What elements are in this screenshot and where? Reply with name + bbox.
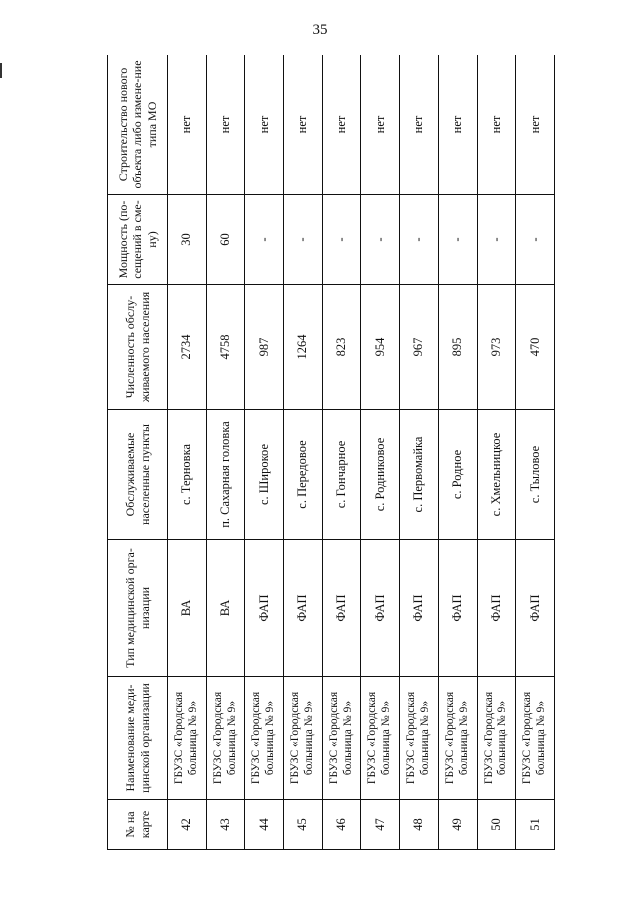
cell-capacity: - <box>322 195 361 285</box>
cell-organization-type: ФАП <box>516 540 555 677</box>
cell-construction: нет <box>516 55 555 195</box>
cell-served-settlements: с. Широкое <box>245 410 284 540</box>
cell-population: 987 <box>245 285 284 410</box>
cell-construction: нет <box>438 55 477 195</box>
margin-mark <box>0 63 2 78</box>
table-row <box>322 55 361 850</box>
cell-organization-name: ГБУЗС «Городская больница № 9» <box>516 677 555 800</box>
cell-population: 823 <box>322 285 361 410</box>
cell-construction: нет <box>400 55 439 195</box>
cell-organization-type: ФАП <box>477 540 516 677</box>
cell-map-number: 46 <box>322 800 361 850</box>
cell-served-settlements: с. Терновка <box>168 410 207 540</box>
cell-served-settlements: с. Тыловое <box>516 410 555 540</box>
cell-capacity: - <box>245 195 284 285</box>
table-row <box>516 55 555 850</box>
cell-construction: нет <box>206 55 245 195</box>
cell-organization-type: ФАП <box>245 540 284 677</box>
cell-population: 967 <box>400 285 439 410</box>
cell-population: 1264 <box>284 285 323 410</box>
table-row <box>477 55 516 850</box>
cell-capacity: - <box>438 195 477 285</box>
cell-capacity: - <box>400 195 439 285</box>
cell-map-number: 51 <box>516 800 555 850</box>
cell-map-number: 48 <box>400 800 439 850</box>
table-row <box>168 55 207 850</box>
table-row <box>438 55 477 850</box>
table-row <box>400 55 439 850</box>
cell-construction: нет <box>245 55 284 195</box>
cell-map-number: 45 <box>284 800 323 850</box>
cell-served-settlements: с. Родное <box>438 410 477 540</box>
cell-construction: нет <box>322 55 361 195</box>
cell-capacity: 60 <box>206 195 245 285</box>
cell-population: 470 <box>516 285 555 410</box>
cell-organization-type: ВА <box>206 540 245 677</box>
table-row <box>206 55 245 850</box>
facility-table <box>107 55 555 850</box>
cell-organization-type: ФАП <box>438 540 477 677</box>
cell-construction: нет <box>361 55 400 195</box>
cell-served-settlements: с. Родниковое <box>361 410 400 540</box>
table-container <box>107 55 555 850</box>
cell-organization-name: ГБУЗС «Городская больница № 9» <box>477 677 516 800</box>
cell-population: 4758 <box>206 285 245 410</box>
cell-organization-type: ВА <box>168 540 207 677</box>
cell-map-number: 47 <box>361 800 400 850</box>
cell-organization-name: ГБУЗС «Городская больница № 9» <box>168 677 207 800</box>
cell-served-settlements: с. Передовое <box>284 410 323 540</box>
cell-organization-type: ФАП <box>400 540 439 677</box>
header-row <box>108 55 168 850</box>
cell-served-settlements: с. Первомайка <box>400 410 439 540</box>
cell-construction: нет <box>284 55 323 195</box>
cell-organization-name: ГБУЗС «Городская больница № 9» <box>361 677 400 800</box>
table-row <box>361 55 400 850</box>
cell-organization-name: ГБУЗС «Городская больница № 9» <box>206 677 245 800</box>
header-map-number: № на карте <box>108 800 168 850</box>
header-construction: Строительство нового объекта либо измене-ние типа МО <box>108 55 168 195</box>
rotated-table-wrapper <box>107 55 555 850</box>
cell-map-number: 44 <box>245 800 284 850</box>
cell-organization-name: ГБУЗС «Городская больница № 9» <box>400 677 439 800</box>
cell-organization-name: ГБУЗС «Городская больница № 9» <box>245 677 284 800</box>
page-number: 35 <box>312 22 328 38</box>
cell-map-number: 49 <box>438 800 477 850</box>
cell-served-settlements: с. Хмельницкое <box>477 410 516 540</box>
cell-population: 895 <box>438 285 477 410</box>
cell-map-number: 43 <box>206 800 245 850</box>
cell-capacity: - <box>516 195 555 285</box>
cell-organization-type: ФАП <box>284 540 323 677</box>
cell-organization-name: ГБУЗС «Городская больница № 9» <box>438 677 477 800</box>
cell-capacity: 30 <box>168 195 207 285</box>
cell-construction: нет <box>477 55 516 195</box>
cell-map-number: 50 <box>477 800 516 850</box>
header-organization-type: Тип медицинской орга-низации <box>108 540 168 677</box>
cell-population: 973 <box>477 285 516 410</box>
header-served-settlements: Обслуживаемые населенные пункты <box>108 410 168 540</box>
cell-map-number: 42 <box>168 800 207 850</box>
cell-population: 954 <box>361 285 400 410</box>
cell-capacity: - <box>361 195 400 285</box>
header-capacity: Мощность (по-сещений в сме-ну) <box>108 195 168 285</box>
table-row <box>245 55 284 850</box>
cell-population: 2734 <box>168 285 207 410</box>
cell-organization-type: ФАП <box>361 540 400 677</box>
header-population: Численность обслу-живаемого населения <box>108 285 168 410</box>
cell-organization-name: ГБУЗС «Городская больница № 9» <box>284 677 323 800</box>
table-row <box>284 55 323 850</box>
header-organization-name: Наименование меди-цинской организации <box>108 677 168 800</box>
cell-served-settlements: с. Гончарное <box>322 410 361 540</box>
cell-served-settlements: п. Сахарная головка <box>206 410 245 540</box>
cell-organization-type: ФАП <box>322 540 361 677</box>
cell-capacity: - <box>477 195 516 285</box>
cell-construction: нет <box>168 55 207 195</box>
cell-capacity: - <box>284 195 323 285</box>
cell-organization-name: ГБУЗС «Городская больница № 9» <box>322 677 361 800</box>
